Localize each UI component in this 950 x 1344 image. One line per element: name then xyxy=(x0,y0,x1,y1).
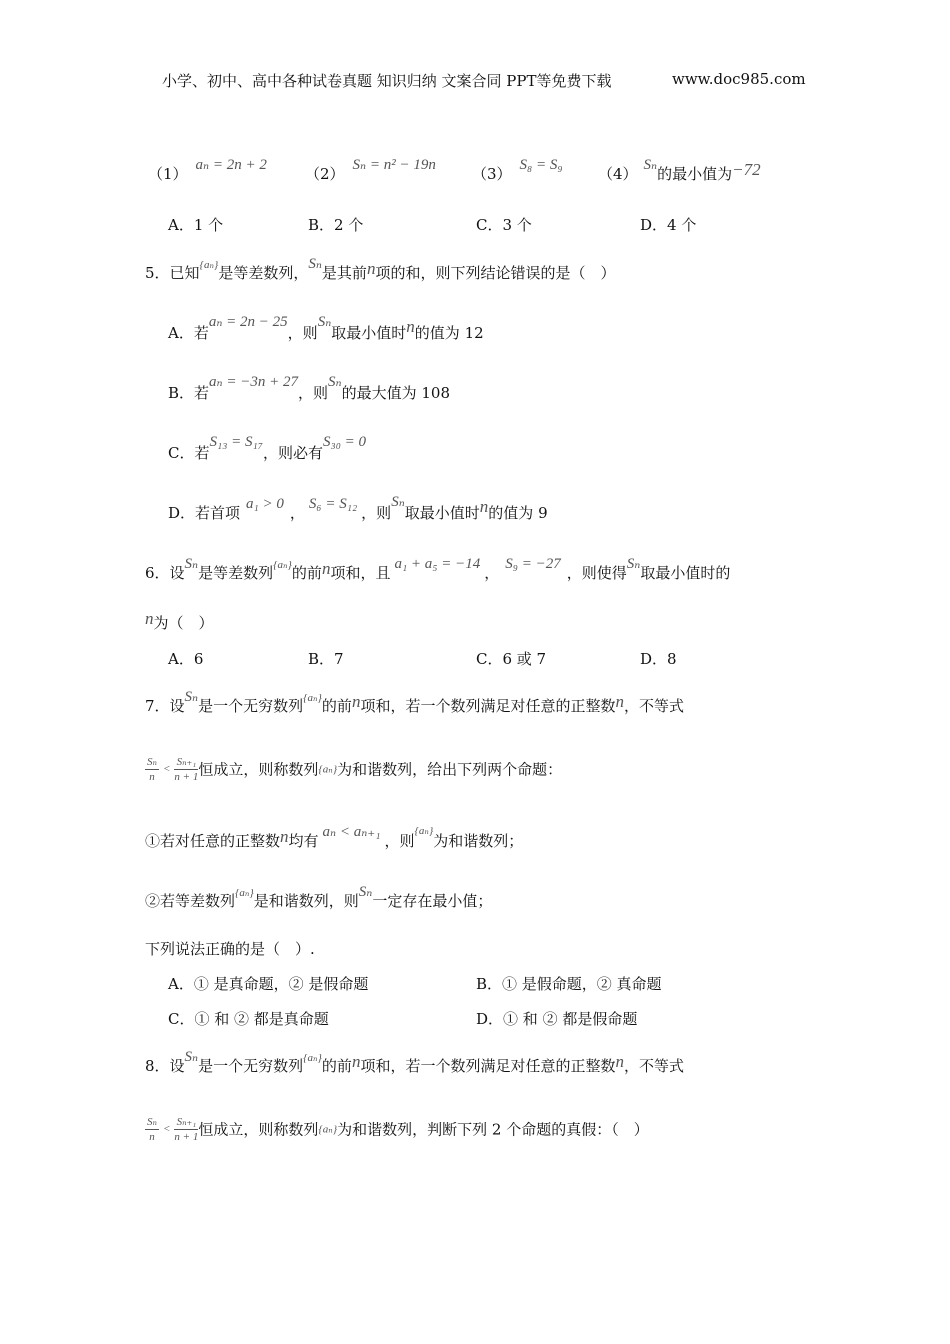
q4-item-4-math: Sₙ xyxy=(643,157,658,173)
q7-p2-sn: Sₙ xyxy=(358,884,373,900)
q7-option-c[interactable]: C．① 和 ② 都是真命题 xyxy=(168,1010,329,1028)
q5-b-math1: aₙ = −3n + 27 xyxy=(209,374,298,390)
q7-frac2-den: n + 1 xyxy=(174,771,199,783)
q8-n2: n xyxy=(615,1052,624,1071)
q8-frac2-num: Sₙ₊₁ xyxy=(174,1115,198,1130)
q6-line2-n: n xyxy=(145,609,154,628)
q7-n: n xyxy=(351,692,361,711)
q7-p1-math: aₙ < aₙ₊₁ xyxy=(322,824,381,840)
q4-item-2 xyxy=(305,157,436,184)
q7-sn: Sₙ xyxy=(184,689,199,705)
q7-option-b[interactable]: B．① 是假命题，② 真命题 xyxy=(476,975,662,993)
q7-p1-n: n xyxy=(280,827,289,846)
q5-stem-mid2: 是其前 xyxy=(321,264,367,282)
q7-frac1-den: n xyxy=(149,771,155,783)
q7-text3: 项和，若一个数列满足对任意的正整数 xyxy=(360,697,616,715)
q8-line2-text1: 恒成立，则称数列 xyxy=(198,1120,319,1139)
header-text: 小学、初中、高中各种试卷真题 知识归纳 文案合同 PPT等免费下载 xyxy=(162,72,612,90)
q7-option-a[interactable]: A．① 是真命题，② 是假命题 xyxy=(168,975,369,993)
q4-item-2-math: Sₙ = n² − 19n xyxy=(352,157,436,173)
q7-line2-text1: 恒成立，则称数列 xyxy=(198,760,319,779)
q8-frac1-den: n xyxy=(149,1131,155,1143)
q6-stem-line2 xyxy=(145,609,214,633)
q7-p2-seq: {aₙ} xyxy=(235,887,254,899)
q5-c-math2: S₃₀ = 0 xyxy=(322,434,367,450)
q5-n: n xyxy=(366,259,376,278)
q5-d-text3: 取最小值时 xyxy=(404,504,480,522)
q4-item-2-num: （2） xyxy=(305,165,345,183)
q4-option-a[interactable]: A．1 个 xyxy=(168,216,224,234)
q7-p2-pre: ②若等差数列 xyxy=(145,892,236,910)
q8-text2: 的前 xyxy=(321,1057,352,1075)
q7-text1: 是一个无穷数列 xyxy=(198,697,304,715)
q5-d-math2: S₆ = S₁₂ xyxy=(308,496,358,512)
q6-math3: Sₙ xyxy=(626,556,641,572)
q5-a-math3: n xyxy=(406,317,415,336)
q6-text3: 项和，且 xyxy=(330,564,391,582)
q6-n: n xyxy=(321,559,331,578)
q6-option-d[interactable]: D．8 xyxy=(640,650,677,668)
q7-p2-text2: 一定存在最小值； xyxy=(372,892,493,910)
q6-option-b[interactable]: B．7 xyxy=(308,650,344,668)
q4-item-1-num: （1） xyxy=(148,165,188,183)
q5-option-b[interactable] xyxy=(168,374,450,403)
q6-math1: a₁ + a₅ = −14 xyxy=(394,556,481,572)
page-header xyxy=(162,70,612,91)
q5-d-text1: ， xyxy=(289,504,305,522)
q7-stem-line2 xyxy=(145,755,562,783)
q8-line2-seq: {aₙ} xyxy=(318,1123,338,1136)
q7-text4: ，不等式 xyxy=(623,697,684,715)
q8-text1: 是一个无穷数列 xyxy=(198,1057,304,1075)
q6-text4: ， xyxy=(484,564,500,582)
q5-b-pre: B．若 xyxy=(168,384,210,402)
q8-seq: {aₙ} xyxy=(303,1052,322,1064)
q5-d-pre: D．若首项 xyxy=(168,504,241,522)
q8-fraction-1 xyxy=(145,1115,159,1143)
q4-option-c[interactable]: C．3 个 xyxy=(476,216,532,234)
q8-line2-text2: 为和谐数列，判断下列 2 个命题的真假：（ ） xyxy=(337,1120,649,1139)
header-site: www.doc985.com xyxy=(672,70,806,88)
q7-p2-text1: 是和谐数列，则 xyxy=(253,892,359,910)
q4-item-3-math: S₈ = S₉ xyxy=(519,157,563,173)
q5-c-pre: C．若 xyxy=(168,444,210,462)
q4-item-3-num: （3） xyxy=(472,165,512,183)
q4-item-4-value: −72 xyxy=(732,160,761,179)
q5-c-text1: ，则必有 xyxy=(262,444,323,462)
q6-math2: S₉ = −27 xyxy=(505,556,561,572)
q4-item-3 xyxy=(472,157,563,184)
q5-d-text2: ，则 xyxy=(361,504,392,522)
q5-a-pre: A．若 xyxy=(168,324,209,342)
q7-less-than: < xyxy=(162,763,171,775)
q7-seq: {aₙ} xyxy=(303,692,322,704)
q4-item-4-num: （4） xyxy=(598,165,638,183)
q7-proposition-2 xyxy=(145,884,493,911)
q5-sn: Sₙ xyxy=(308,256,322,272)
q7-pre: 7．设 xyxy=(145,697,185,715)
q8-pre: 8．设 xyxy=(145,1057,185,1075)
q7-fraction-2 xyxy=(174,755,198,783)
q7-p1-text3: 为和谐数列； xyxy=(433,832,524,850)
q8-frac2-den: n + 1 xyxy=(174,1131,199,1143)
q7-frac2-num: Sₙ₊₁ xyxy=(174,755,198,770)
q8-n: n xyxy=(351,1052,361,1071)
q5-d-math1: a₁ > 0 xyxy=(246,496,284,512)
q5-b-text1: ，则 xyxy=(297,384,328,402)
q4-item-1-math: aₙ = 2n + 2 xyxy=(195,157,267,173)
q5-d-text4: 的值为 9 xyxy=(488,504,548,522)
q4-option-d[interactable]: D．4 个 xyxy=(640,216,697,234)
q7-proposition-1 xyxy=(145,824,524,851)
q5-a-text2: 取最小值时 xyxy=(331,324,407,342)
q6-text5: ，则使得 xyxy=(566,564,627,582)
q7-line2-seq: {aₙ} xyxy=(318,763,338,776)
q5-b-text2: 的最大值为 108 xyxy=(341,384,450,402)
q6-text2: 的前 xyxy=(291,564,322,582)
q8-text3: 项和，若一个数列满足对任意的正整数 xyxy=(360,1057,616,1075)
q5-b-math2: Sₙ xyxy=(328,374,342,390)
q4-item-4 xyxy=(598,157,761,184)
q7-p1-pre: ①若对任意的正整数 xyxy=(145,832,281,850)
q4-item-4-text: 的最小值为 xyxy=(657,165,733,183)
q5-a-math2: Sₙ xyxy=(317,314,332,330)
q5-option-a[interactable] xyxy=(168,314,484,343)
q8-text4: ，不等式 xyxy=(623,1057,684,1075)
q5-stem-mid: 是等差数列， xyxy=(218,264,309,282)
q6-text6: 取最小值时的 xyxy=(640,564,731,582)
q4-item-1 xyxy=(148,157,267,184)
q5-a-text3: 的值为 12 xyxy=(414,324,484,342)
q5-c-math1: S₁₃ = S₁₇ xyxy=(209,434,263,450)
q5-stem-post: 项的和，则下列结论错误的是（ ） xyxy=(375,264,616,282)
q5-d-math3: Sₙ xyxy=(391,494,405,510)
q4-option-b[interactable]: B．2 个 xyxy=(308,216,364,234)
q7-p1-text1: 均有 xyxy=(288,832,319,850)
q5-seq: {aₙ} xyxy=(199,259,219,271)
q8-less-than: < xyxy=(162,1123,171,1135)
q7-frac1-num: Sₙ xyxy=(147,756,157,768)
q6-option-a[interactable]: A．6 xyxy=(168,650,204,668)
q6-option-c[interactable]: C．6 或 7 xyxy=(476,650,547,668)
q8-stem xyxy=(145,1049,684,1076)
q7-text2: 的前 xyxy=(321,697,352,715)
q6-line2-text: 为（ ） xyxy=(153,614,214,632)
q5-option-c[interactable] xyxy=(168,434,367,463)
q7-ask: 下列说法正确的是（ ）. xyxy=(145,940,315,958)
q7-fraction-1 xyxy=(145,755,159,783)
q7-stem xyxy=(145,689,684,716)
q5-stem-pre: 5．已知 xyxy=(145,264,200,282)
q8-sn: Sₙ xyxy=(184,1049,199,1065)
q7-p1-seq: {aₙ} xyxy=(414,825,434,837)
q7-n2: n xyxy=(615,692,624,711)
q5-d-math4: n xyxy=(479,497,489,516)
q8-frac1-num: Sₙ xyxy=(147,1116,157,1128)
q5-a-math1: aₙ = 2n − 25 xyxy=(208,314,288,330)
q7-option-d[interactable]: D．① 和 ② 都是假命题 xyxy=(476,1010,638,1028)
q6-sn: Sₙ xyxy=(184,556,199,572)
q6-text1: 是等差数列 xyxy=(198,564,274,582)
q6-stem xyxy=(145,556,731,583)
q6-seq: {aₙ} xyxy=(273,559,292,571)
q8-stem-line2 xyxy=(145,1115,649,1143)
q7-line2-text2: 为和谐数列，给出下列两个命题： xyxy=(337,760,563,779)
q5-option-d[interactable] xyxy=(168,494,548,523)
q7-p1-text2: ，则 xyxy=(384,832,415,850)
q8-fraction-2 xyxy=(174,1115,198,1143)
q6-pre: 6．设 xyxy=(145,564,185,582)
q5-stem xyxy=(145,256,616,283)
q5-a-text1: ，则 xyxy=(287,324,318,342)
